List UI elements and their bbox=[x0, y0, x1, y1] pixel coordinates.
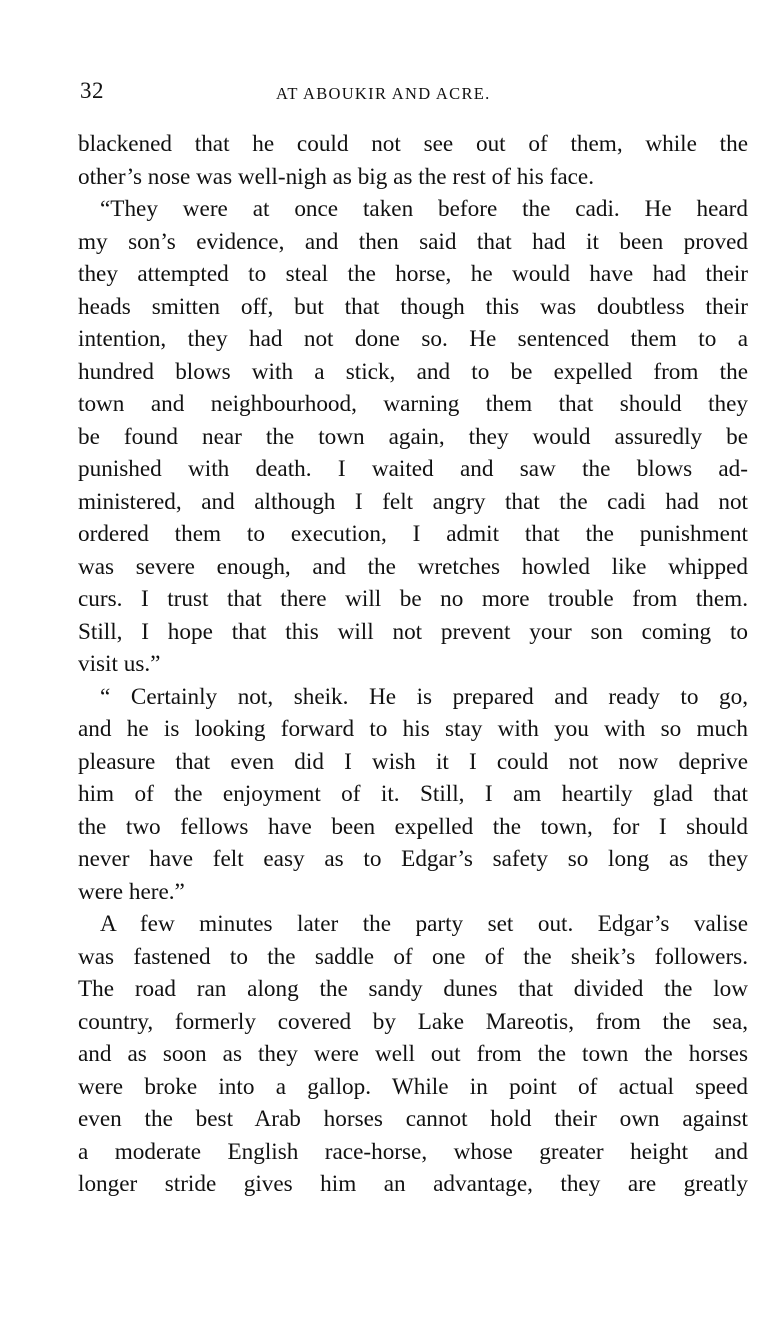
text-line: other’s nose was well-nigh as big as the rest of his face. bbox=[78, 163, 595, 190]
text-line: even the best Arab horses cannot hold their own against bbox=[78, 1106, 748, 1132]
running-head bbox=[78, 72, 748, 106]
text-line: a moderate English race-horse, whose greater height and bbox=[78, 1138, 748, 1165]
text-line: blackened that he could not see out of them, while the bbox=[78, 131, 748, 157]
text-line: The road ran along the sandy dunes that divided the low bbox=[78, 976, 748, 1002]
text-line: longer stride gives him an advantage, they are greatly bbox=[78, 1171, 748, 1197]
paragraph bbox=[78, 128, 748, 193]
text-line: town and neighbourhood, warning them that should they bbox=[78, 391, 748, 417]
book-page bbox=[78, 72, 748, 1197]
text-line: were here.” bbox=[78, 878, 185, 905]
text-line: A few minutes later the party set out. Edgar’s valise bbox=[100, 911, 748, 937]
text-line: ministered, and although I felt angry that the cadi had not bbox=[78, 488, 748, 515]
page-number: 32 bbox=[80, 78, 104, 103]
paragraph bbox=[78, 681, 748, 909]
text-line: ordered them to execution, I admit that the punishment bbox=[78, 521, 748, 547]
text-line: and as soon as they were well out from the town the horses bbox=[78, 1041, 748, 1067]
text-line: country, formerly covered by Lake Mareotis, from the sea, bbox=[78, 1008, 748, 1035]
text-line: punished with death. I waited and saw the blows ad- bbox=[78, 456, 748, 482]
paragraph bbox=[78, 193, 748, 681]
text-line: “ Certainly not, sheik. He is prepared and ready to go, bbox=[100, 683, 748, 710]
text-line: pleasure that even did I wish it I could not now deprive bbox=[78, 748, 748, 775]
running-title: AT ABOUKIR AND ACRE. bbox=[276, 84, 491, 103]
text-line: heads smitten off, but that though this was doubtless their bbox=[78, 293, 748, 320]
text-line: Still, I hope that this will not prevent your son coming to bbox=[78, 618, 748, 645]
text-line: they attempted to steal the horse, he would have had their bbox=[78, 261, 748, 287]
text-line: “They were at once taken before the cadi. He heard bbox=[100, 196, 748, 222]
text-line: was severe enough, and the wretches howled like whipped bbox=[78, 553, 748, 580]
text-line: hundred blows with a stick, and to be expelled from the bbox=[78, 358, 748, 385]
text-line: and he is looking forward to his stay with you with so much bbox=[78, 716, 748, 742]
text-line: was fastened to the saddle of one of the sheik’s followers. bbox=[78, 943, 748, 970]
text-line: the two fellows have been expelled the town, for I should bbox=[78, 813, 748, 840]
text-line: my son’s evidence, and then said that had it been proved bbox=[78, 228, 748, 255]
body-text bbox=[78, 128, 748, 1201]
text-line: curs. I trust that there will be no more trouble from them. bbox=[78, 586, 748, 612]
text-line: never have felt easy as to Edgar’s safety so long as they bbox=[78, 846, 748, 872]
paragraph bbox=[78, 908, 748, 1201]
text-line: visit us.” bbox=[78, 651, 161, 677]
text-line: intention, they had not done so. He sentenced them to a bbox=[78, 326, 748, 352]
text-line: be found near the town again, they would assuredly be bbox=[78, 423, 748, 450]
text-line: him of the enjoyment of it. Still, I am heartily glad that bbox=[78, 781, 748, 807]
text-line: were broke into a gallop. While in point of actual speed bbox=[78, 1073, 748, 1100]
